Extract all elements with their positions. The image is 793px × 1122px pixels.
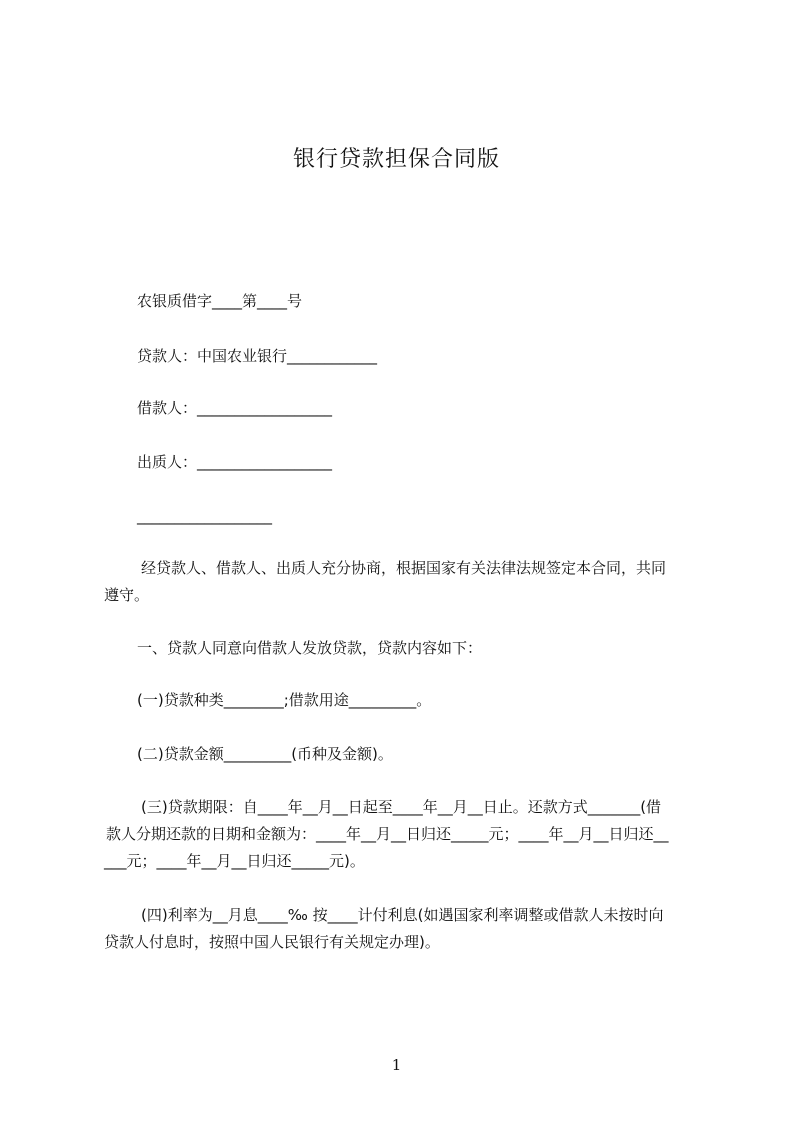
lender-line: 贷款人：中国农业银行____________ [137,347,378,365]
document-title: 银行贷款担保合同版 [292,147,500,172]
intro-paragraph-line-2: 遵守。 [104,586,150,604]
article-1-item-2: (二)贷款金额_________(币种及金额)。 [137,745,393,763]
article-1-heading: 一、贷款人同意向借款人发放贷款，贷款内容如下： [137,639,483,657]
article-1-item-3-line-1: (三)贷款期限：自____年__月__日起至____年__月__日止。还款方式_______(借 [141,798,662,816]
borrower-line: 借款人：__________________ [137,399,333,417]
article-1-item-4-line-2: 贷款人付息时，按照中国人民银行有关规定办理)。 [104,933,440,951]
blank-signature-line: __________________ [137,507,272,525]
contract-number-line: 农银质借字____第____号 [137,292,303,310]
article-1-item-4-line-1: (四)利率为__月息____‰ 按____计付利息(如遇国家利率调整或借款人未按时向 [141,906,664,924]
article-1-item-3-line-3: ___元；____年__月__日归还_____元)。 [104,852,365,870]
article-1-item-1: (一)贷款种类________;借款用途_________。 [137,691,432,709]
pledgor-line: 出质人：__________________ [137,453,333,471]
intro-paragraph-line-1: 经贷款人、借款人、出质人充分协商，根据国家有关法律法规签定本合同，共同 [141,559,667,577]
article-1-item-3-line-2: 款人分期还款的日期和金额为：____年__月__日归还_____元；____年__月__日归还__ [106,825,669,843]
page-number: 1 [391,1056,402,1074]
